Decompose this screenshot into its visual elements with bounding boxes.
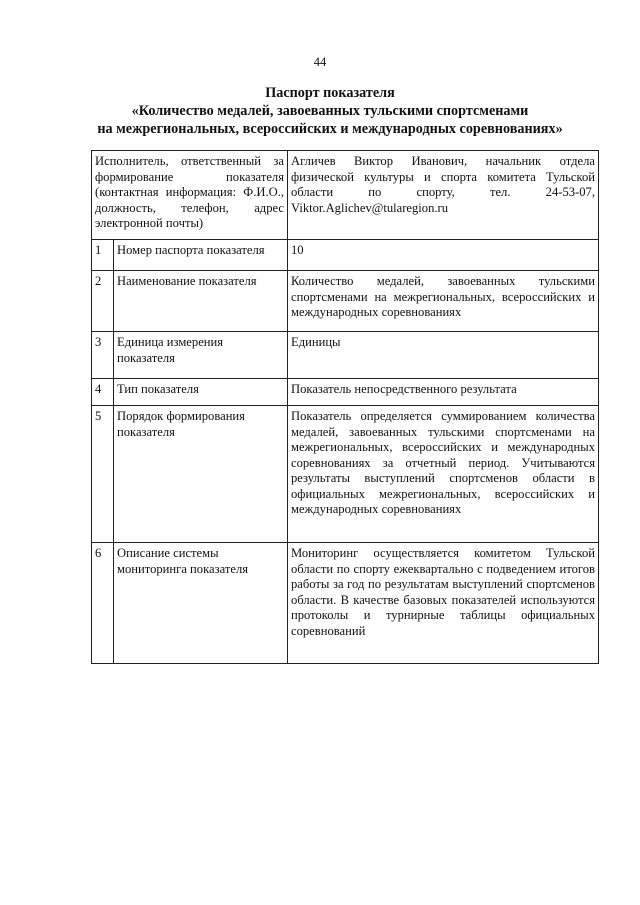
table-row	[92, 271, 599, 332]
executor-label: Исполнитель, ответственный за формирование показателя (контактная информация: Ф.И.О., должность, телефон, адрес электронной почты)	[92, 151, 288, 240]
title-line-2: «Количество медалей, завоеванных тульскими спортсменами	[131, 103, 529, 119]
row-value: Единицы	[288, 332, 599, 379]
row-value: Мониторинг осуществляется комитетом Тульской области по спорту ежеквартально с подведением итогов работы за год по результатам выступлений спортсменов области. В качестве базовых показателей используются протоколы и турнирные таблицы официальных соревнований	[288, 543, 599, 664]
row-value: 10	[288, 240, 599, 271]
row-number: 6	[92, 543, 114, 664]
row-number: 5	[92, 406, 114, 543]
row-value: Показатель определяется суммированием количества медалей, завоеванных тульскими спортсменами на межрегиональных, всероссийских и международных соревнованиях за отчетный период. Учитываются результаты выступлений спортсменов области в официальных межрегиональных, всероссийских и международных соревнованиях	[288, 406, 599, 543]
row-label: Наименование показателя	[114, 271, 288, 332]
row-number: 4	[92, 379, 114, 406]
row-number: 2	[92, 271, 114, 332]
table-row	[92, 543, 599, 664]
table-row-executor	[92, 151, 599, 240]
page-number: 44	[313, 55, 327, 69]
row-label: Номер паспорта показателя	[114, 240, 288, 271]
row-value: Показатель непосредственного результата	[288, 379, 599, 406]
row-label: Описание системы мониторинга показателя	[114, 543, 288, 664]
table-row	[92, 406, 599, 543]
row-number: 3	[92, 332, 114, 379]
row-label: Единица измерения показателя	[114, 332, 288, 379]
document-title	[60, 84, 600, 138]
title-line-3: на межрегиональных, всероссийских и международных соревнованиях»	[97, 121, 563, 137]
table-row	[92, 379, 599, 406]
table-row	[92, 332, 599, 379]
row-label: Тип показателя	[114, 379, 288, 406]
row-label: Порядок формирования показателя	[114, 406, 288, 543]
table-row	[92, 240, 599, 271]
passport-table	[91, 150, 599, 664]
executor-value: Агличев Виктор Иванович, начальник отдела физической культуры и спорта комитета Тульской области по спорту, тел. 24-53-07, Viktor.Aglichev@tularegion.ru	[288, 151, 599, 240]
row-value: Количество медалей, завоеванных тульскими спортсменами на межрегиональных, всероссийских и международных соревнованиях	[288, 271, 599, 332]
row-number: 1	[92, 240, 114, 271]
title-line-1: Паспорт показателя	[265, 85, 395, 101]
